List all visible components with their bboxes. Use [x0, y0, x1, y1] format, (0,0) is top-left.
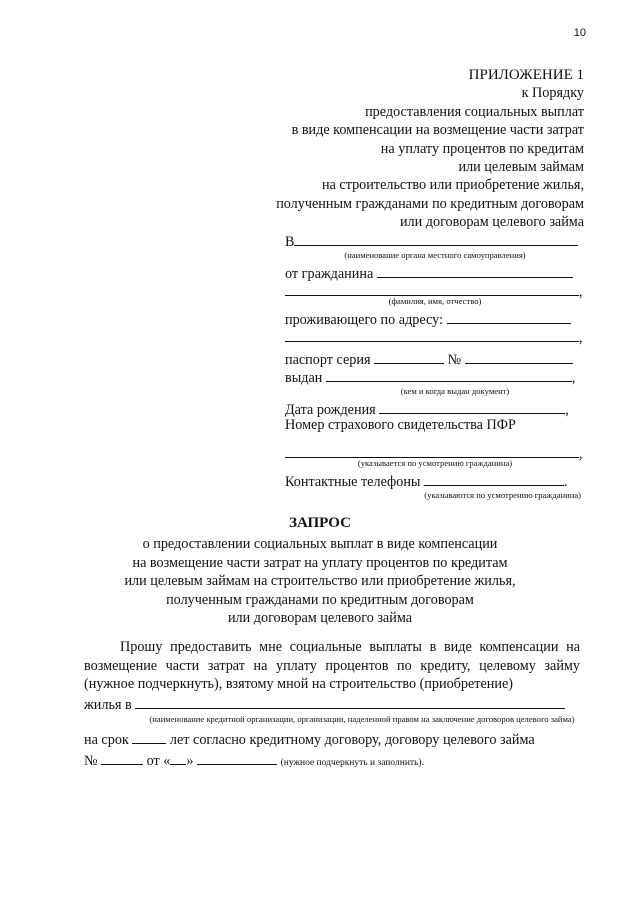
recipient-row	[285, 231, 585, 249]
from-row	[285, 263, 585, 281]
term-field[interactable]	[132, 729, 166, 744]
contract-from: от «	[146, 752, 171, 769]
subtitle-line: на возмещение части затрат на уплату процентов по кредитам	[132, 554, 508, 571]
appendix-line: или договорам целевого займа	[399, 214, 584, 231]
recipient-field[interactable]	[294, 231, 578, 246]
contract-number-sign: №	[84, 752, 98, 769]
pfr-caption: (указывается по усмотрению гражданина)	[357, 458, 513, 468]
phones-caption: (указываются по усмотрению гражданина)	[424, 490, 581, 500]
applicant-form	[285, 231, 585, 503]
housing-org-field[interactable]	[135, 694, 565, 709]
phones-field[interactable]	[424, 471, 564, 486]
subtitle-line: полученным гражданами по кредитным договорам	[166, 591, 474, 608]
housing-row	[84, 694, 580, 715]
phones-row: Контактные телефоны .	[285, 471, 585, 489]
issued-row: выдан ,	[285, 367, 585, 385]
subtitle-line: или целевым займам на строительство или приобретение жилья,	[124, 573, 516, 590]
subtitle-line: о предоставлении социальных выплат в виде компенсации	[142, 536, 498, 552]
phones-label: Контактные телефоны	[285, 474, 421, 490]
address-label: проживающего по адресу:	[285, 312, 444, 328]
contract-row	[84, 750, 580, 773]
appendix-line: предоставления социальных выплат	[365, 103, 584, 120]
name-field[interactable]	[285, 281, 579, 296]
issued-label: выдан	[285, 370, 323, 386]
term-row	[84, 729, 580, 750]
term-suffix: лет согласно кредитному договору, договору целевого займа	[169, 732, 535, 749]
subtitle-line: или договорам целевого займа	[227, 610, 413, 627]
passport-series-field[interactable]	[374, 349, 444, 364]
request-paragraph: Прошу предоставить мне социальные выплаты в виде компенсации на возмещение части затрат на уплату процентов по кредиту, целевому займу (нужное подчеркнуть), взятому мной на строительство (приобретение)	[84, 639, 580, 693]
appendix-header	[276, 66, 584, 232]
contract-number-field[interactable]	[101, 750, 143, 765]
appendix-title: ПРИЛОЖЕНИЕ 1	[468, 67, 584, 83]
birth-label: Дата рождения	[285, 402, 376, 418]
contract-day-field[interactable]	[170, 750, 186, 765]
appendix-line: на уплату процентов по кредитам	[380, 140, 584, 157]
issued-caption: (кем и когда выдан документ)	[400, 386, 510, 396]
term-prefix: на срок	[84, 732, 129, 749]
birth-row: Дата рождения ,	[285, 399, 585, 417]
passport-row	[285, 349, 585, 367]
issued-field[interactable]	[326, 367, 572, 382]
recipient-caption: (наименование органа местного самоуправления)	[344, 250, 526, 260]
pfr-label: Номер страхового свидетельства ПФР	[285, 417, 516, 433]
passport-number-field[interactable]	[465, 349, 573, 364]
passport-number-sign: №	[447, 352, 462, 368]
appendix-line: к Порядку	[521, 85, 584, 102]
passport-label: паспорт серия	[285, 352, 371, 368]
request-body	[84, 638, 580, 773]
appendix-line: в виде компенсации на возмещение части затрат	[291, 122, 584, 139]
housing-label: жилья в	[84, 696, 132, 713]
name-caption: (фамилия, имя, отчество)	[388, 296, 482, 306]
from-field[interactable]	[377, 263, 573, 278]
request-subtitle	[0, 535, 640, 628]
pfr-field[interactable]	[285, 443, 579, 458]
address-field-2[interactable]	[285, 327, 579, 342]
page-number: 10	[573, 27, 586, 39]
address-field[interactable]	[447, 309, 571, 324]
from-label: от гражданина	[285, 266, 374, 282]
birth-field[interactable]	[379, 399, 565, 414]
contract-date-field[interactable]	[197, 750, 277, 765]
contract-quote-close: »	[186, 752, 194, 769]
appendix-line: или целевым займам	[458, 159, 584, 176]
appendix-line: на строительство или приобретение жилья,	[321, 177, 584, 194]
org-caption: (наименование кредитной организации, организации, наделенной правом на заключение договоров целевого займа)	[149, 714, 575, 725]
pfr-row	[285, 417, 585, 443]
name-row: ,	[285, 281, 585, 295]
appendix-line: полученным гражданами по кредитным договорам	[276, 195, 584, 212]
fill-note: (нужное подчеркнуть и заполнить).	[280, 757, 424, 768]
pfr-field-row: ,	[285, 443, 585, 457]
address-row-2: ,	[285, 327, 585, 349]
request-title: ЗАПРОС	[289, 515, 351, 531]
address-row	[285, 309, 585, 327]
recipient-label: В	[285, 234, 295, 250]
